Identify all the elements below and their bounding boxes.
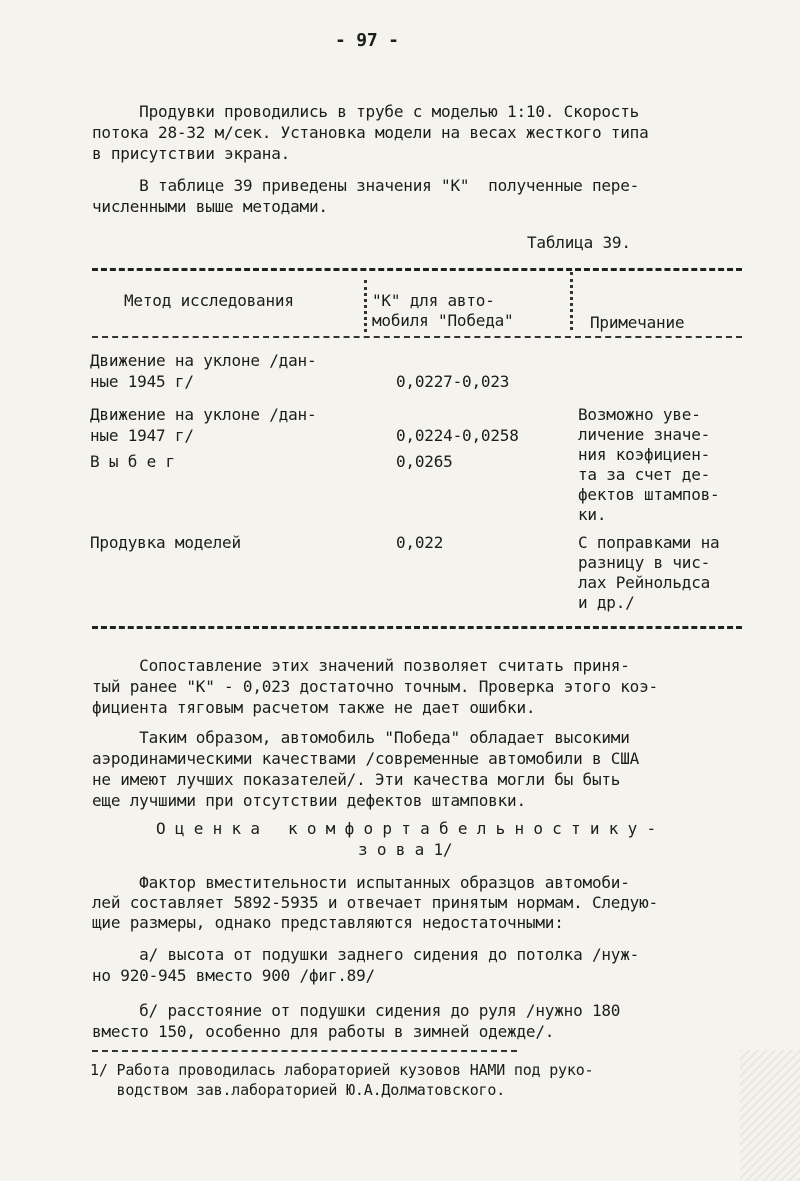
column-divider	[570, 272, 573, 330]
text-line: а/ высота от подушки заднего сидения до потолка /нуж-	[92, 945, 640, 964]
text-line: не имеют лучших показателей/. Эти качества могли бы быть	[92, 770, 621, 789]
row-method: ные 1947 г/	[90, 426, 194, 445]
row-note: разницу в чис-	[578, 553, 711, 572]
text-line: тый ранее "К" - 0,023 достаточно точным. Проверка этого коэ-	[92, 677, 658, 696]
footnote-line: водством зав.лабораторией Ю.А.Долматовского.	[90, 1081, 506, 1099]
text-line: фициента тяговым расчетом также не дает ошибки.	[92, 698, 536, 717]
text-line: Продувки проводились в трубе с моделью 1:10. Скорость	[92, 102, 640, 121]
text-line: Таким образом, автомобиль "Победа" обладает высокими	[92, 728, 630, 747]
row-note: Возможно уве-	[578, 405, 701, 424]
row-note: лах Рейнольдса	[578, 573, 711, 592]
row-method: Движение на уклоне /дан-	[90, 405, 317, 424]
column-divider	[364, 280, 367, 332]
text-line: щие размеры, однако представляются недостаточными:	[92, 913, 564, 932]
header-note: Примечание	[590, 313, 685, 332]
text-line: Фактор вместительности испытанных образцов автомоби-	[92, 873, 630, 892]
row-method: Движение на уклоне /дан-	[90, 351, 317, 370]
row-method: Продувка моделей	[90, 533, 241, 552]
text-line: потока 28-32 м/сек. Установка модели на весах жесткого типа	[92, 123, 649, 142]
footnote-rule	[92, 1050, 517, 1052]
row-value: 0,022	[396, 533, 444, 552]
row-note: ки.	[578, 505, 607, 524]
row-note: ния коэфициен-	[578, 445, 711, 464]
text-line: но 920-945 вместо 900 /фиг.89/	[92, 966, 375, 985]
text-line: аэродинамическими качествами /современные автомобили в США	[92, 749, 640, 768]
header-rule	[92, 336, 742, 338]
footnote-line: 1/ Работа проводилась лабораторией кузовов НАМИ под руко-	[90, 1061, 594, 1079]
header-k-value: мобиля "Победа"	[372, 311, 514, 330]
page-number: - 97 -	[335, 30, 399, 51]
text-line: В таблице 39 приведены значения "К" полученные пере-	[92, 176, 640, 195]
table-bottom-rule	[92, 626, 742, 629]
row-method: В ы б е г	[90, 452, 175, 471]
table-title: Таблица 39.	[527, 233, 631, 252]
row-note: та за счет де-	[578, 465, 711, 484]
text-line: лей составляет 5892-5935 и отвечает принятым нормам. Следую-	[92, 893, 658, 912]
row-value: 0,0224-0,0258	[396, 426, 519, 445]
row-method: ные 1945 г/	[90, 372, 194, 391]
heading-line: О ц е н к а к о м ф о р т а б е л ь н о с т и к у -	[156, 819, 656, 838]
row-note: С поправками на	[578, 533, 720, 552]
text-line: Сопоставление этих значений позволяет считать приня-	[92, 656, 630, 675]
table-top-rule	[92, 268, 742, 271]
text-line: вместо 150, особенно для работы в зимней одежде/.	[92, 1022, 555, 1041]
header-method: Метод исследования	[124, 291, 294, 310]
text-line: б/ расстояние от подушки сидения до руля /нужно 180	[92, 1001, 621, 1020]
heading-line: з о в а 1/	[358, 840, 453, 859]
row-value: 0,0227-0,023	[396, 372, 510, 391]
text-line: численными выше методами.	[92, 197, 328, 216]
row-note: фектов штампов-	[578, 485, 720, 504]
row-value: 0,0265	[396, 452, 453, 471]
header-k-value: "К" для авто-	[372, 291, 495, 310]
text-line: еще лучшими при отсутствии дефектов штамповки.	[92, 791, 526, 810]
row-note: личение значе-	[578, 425, 711, 444]
text-line: в присутствии экрана.	[92, 144, 291, 163]
row-note: и др./	[578, 593, 635, 612]
page-scan-noise	[740, 1050, 800, 1181]
